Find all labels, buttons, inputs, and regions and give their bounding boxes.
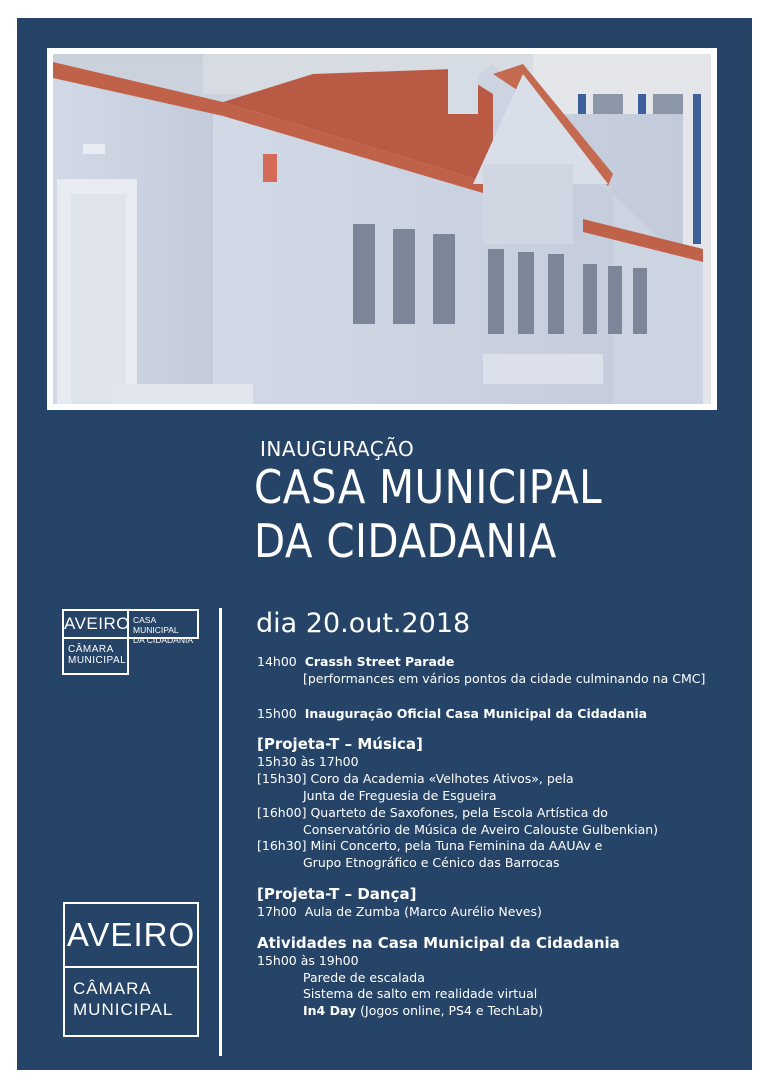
section-heading-danca: [Projeta-T – Dança] [257,884,417,903]
list-item-cont: Grupo Etnográfico e Cénico das Barrocas [303,855,560,871]
list-item: [16h00] Quarteto de Saxofones, pela Escola Artística do [257,804,608,820]
small-logo-side-line-2: DA CIDADANIA [133,635,193,645]
program-item [257,706,757,723]
section-heading-atividades: Atividades na Casa Municipal da Cidadania [257,933,620,952]
item-time: 17h00 [257,903,297,919]
title-line-1: CASA MUNICIPAL [254,460,603,514]
poster [17,18,752,1070]
list-item: [16h30] Mini Concerto, pela Tuna Feminina da AAUAv e [257,838,603,854]
section-time: 15h00 às 19h00 [257,952,359,968]
list-item: Parede de escalada [303,969,425,985]
building-photo [47,48,717,410]
list-item-cont: Conservatório de Música de Aveiro Calouste Gulbenkian) [303,821,659,837]
building-illustration [53,54,711,404]
page-title [254,460,602,568]
item-title: Inauguração Oficial Casa Municipal da Cidadania [304,705,648,721]
item-time: 15h00 [257,705,297,721]
big-logo-line-2: MUNICIPAL [73,1000,174,1019]
list-item-cont: Junta de Freguesia de Esgueira [303,787,497,803]
program-item [257,654,757,671]
list-item [257,1003,757,1020]
program [257,654,757,1020]
big-logo [63,902,199,1037]
item-title: Crassh Street Parade [304,654,455,669]
small-logo-bottom [62,639,129,675]
title-line-2: DA CIDADANIA [254,514,557,568]
vertical-divider [219,608,222,1056]
small-logo-word: AVEIRO [62,609,129,639]
event-type: INAUGURAÇÃO [260,437,415,461]
small-logo-bottom-line-1: CÂMARA [68,644,114,655]
item-rest: (Jogos online, PS4 e TechLab) [356,1003,544,1019]
section-heading-musica: [Projeta-T – Música] [257,735,423,754]
item-time: 14h00 [257,654,297,669]
big-logo-word: AVEIRO [65,904,197,968]
list-item: Sistema de salto em realidade virtual [303,986,538,1002]
section-time: 15h30 às 17h00 [257,754,359,770]
small-logo-side-line-1: CASA MUNICIPAL [133,615,179,635]
small-logo-side [129,609,199,645]
big-logo-line-1: CÂMARA [73,979,152,998]
list-item: [15h30] Coro da Academia «Velhotes Ativos», pela [257,771,574,787]
small-logo-bottom-line-2: MUNICIPAL [68,655,127,666]
item-title: Aula de Zumba (Marco Aurélio Neves) [304,903,542,919]
program-item [257,904,757,921]
event-date: dia 20.out.2018 [256,608,471,639]
item-bold: In4 Day [303,1003,357,1019]
big-logo-text [73,978,173,1020]
item-note: [performances em vários pontos da cidade culminando na CMC] [303,670,706,686]
